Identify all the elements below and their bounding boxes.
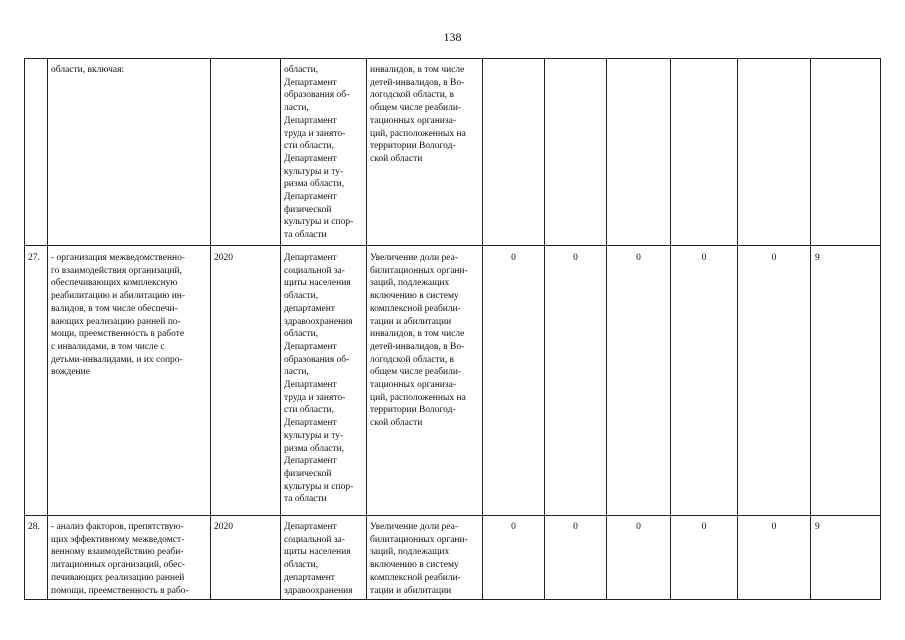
row-year: 2020 — [214, 253, 233, 263]
row-value-5: 0 — [771, 253, 777, 263]
row-value-3: 0 — [636, 522, 641, 532]
column-divider — [606, 59, 607, 599]
row-divider — [25, 245, 880, 246]
row-executors: Департамент социальной за- щиты населения области, департамент здравоохранения — [284, 522, 353, 596]
row-divider — [25, 515, 880, 516]
row-executors: области, Департамент образования об- ласти, Департамент труда и занято- сти области, Департамент культуры и ту- ризма области, Департамент физической культуры и спор- та области — [284, 65, 354, 241]
column-divider — [366, 59, 367, 599]
row-indicator: инвалидов, в том числе детей-инвалидов, в Во- логодской области, в общем числе реабили- тационных организа- ций, расположенных на территории Вологод- ской области — [370, 65, 466, 164]
column-divider — [737, 59, 738, 599]
row-value-2: 0 — [573, 522, 578, 532]
row-number: 27. — [28, 253, 40, 263]
column-divider — [670, 59, 671, 599]
row-value-1: 0 — [511, 522, 516, 532]
row-value-5: 0 — [771, 522, 777, 532]
row-executors: Департамент социальной за- щиты населения области, департамент здравоохранения области, Департамент образования об- ласти, Департамент труда и занято- сти области, Департамент культуры и ту- ризма области, Департамент физической культуры и спор- та области — [284, 253, 354, 505]
row-indicator: Увеличение доли реа- билитационных органи- заций, подлежащих включению в систему комплексной реабили- тации и абилитации — [370, 522, 468, 596]
column-divider — [47, 59, 48, 599]
row-description: области, включая: — [51, 65, 125, 75]
row-value-3: 0 — [636, 253, 641, 263]
column-divider — [544, 59, 545, 599]
row-description: - анализ факторов, препятствую- щих эффективному межведомст- венному взаимодействию реаби- литационных организаций, обес- печивающих реализацию ранней помощи, преемственность в рабо- — [51, 522, 189, 596]
column-divider — [210, 59, 211, 599]
program-table — [24, 58, 881, 600]
row-last-value: 9 — [815, 522, 820, 532]
row-value-2: 0 — [573, 253, 578, 263]
row-last-value: 9 — [815, 253, 820, 263]
row-value-4: 0 — [701, 522, 707, 532]
column-divider — [482, 59, 483, 599]
row-value-4: 0 — [701, 253, 707, 263]
row-indicator: Увеличение доли реа- билитационных органи- заций, подлежащих включению в систему комплексной реабили- тации и абилитации инвалидов, в том числе детей-инвалидов, в Во- логодской области, в общем числе реабили- тационных организа- ций, расположенных на территории Вологод- ской области — [370, 253, 468, 429]
row-number: 28. — [28, 522, 40, 532]
column-divider — [810, 59, 811, 599]
row-value-1: 0 — [511, 253, 516, 263]
row-description: - организация межведомственно- го взаимодействия организаций, обеспечивающих комплексную реабилитацию и абилитацию ин- валидов, в том числе обеспечи- вающих реализацию ранней по- мощи, преемственность в работе с инвалидами, в том числе с детьми-инвалидами, и их сопро- вождение — [51, 253, 186, 378]
row-year: 2020 — [214, 522, 233, 532]
page-number: 138 — [443, 30, 462, 44]
column-divider — [280, 59, 281, 599]
